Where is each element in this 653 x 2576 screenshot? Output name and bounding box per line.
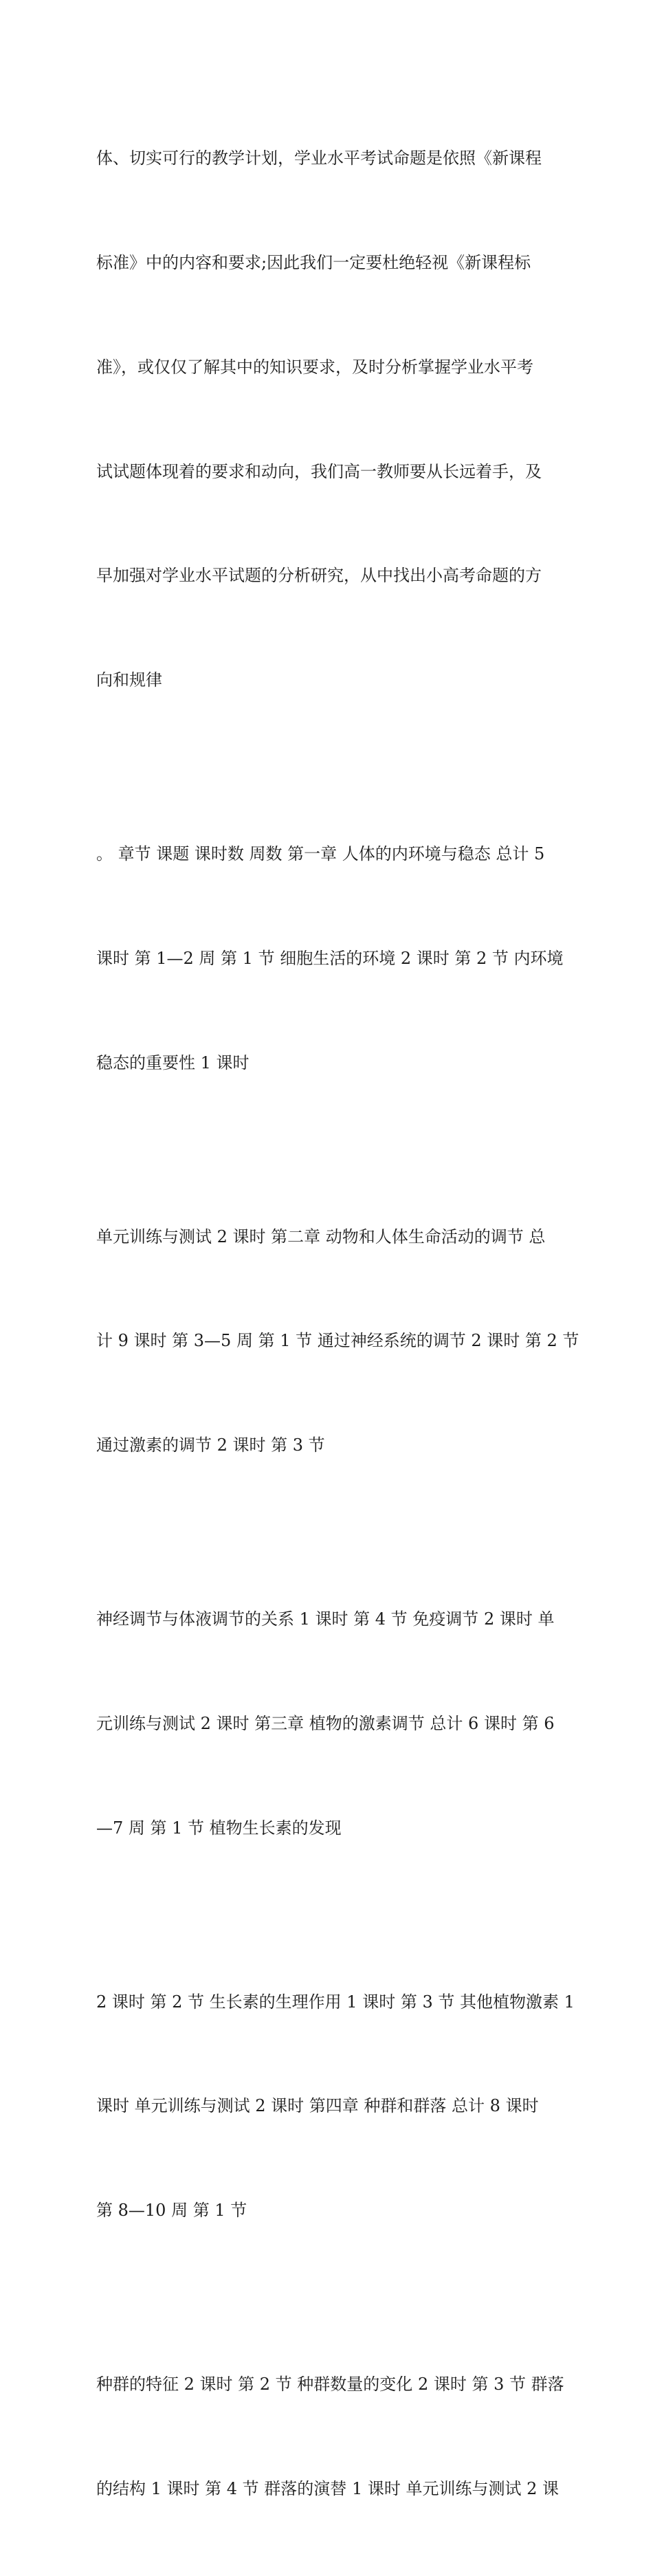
paragraph-teaching-plan xyxy=(96,71,564,767)
text-line: 课时 单元训练与测试 2 课时 第四章 种群和群落 总计 8 课时 xyxy=(96,2096,539,2116)
text-line: 种群的特征 2 课时 第 2 节 种群数量的变化 2 课时 第 3 节 群落 xyxy=(96,2375,564,2395)
text-line: 第 8—10 周 第 1 节 xyxy=(96,2201,247,2221)
paragraph-chapter-3 xyxy=(96,1915,575,2298)
text-line: 单元训练与测试 2 课时 第二章 动物和人体生命活动的调节 总 xyxy=(96,1226,546,1246)
text-line: 标准》中的内容和要求;因此我们一定要杜绝轻视《新课程标 xyxy=(96,252,531,272)
text-line: 稳态的重要性 1 课时 xyxy=(96,1053,250,1072)
paragraph-chapter-2 xyxy=(96,1149,579,1532)
document-body xyxy=(96,71,579,2576)
text-line: 准》，或仅仅了解其中的知识要求，及时分析掌握学业水平考 xyxy=(96,357,533,377)
text-line: 元训练与测试 2 课时 第三章 植物的激素调节 总计 6 课时 第 6 xyxy=(96,1713,555,1733)
text-line: 试试题体现着的要求和动向，我们高一教师要从长远着手，及 xyxy=(96,461,542,481)
text-line: 2 课时 第 2 节 生长素的生理作用 1 课时 第 3 节 其他植物激素 1 xyxy=(96,1992,575,2012)
text-line: 神经调节与体液调节的关系 1 课时 第 4 节 免疫调节 2 课时 单 xyxy=(96,1609,555,1629)
text-line: 体、切实可行的教学计划，学业水平考试命题是依照《新课程 xyxy=(96,148,542,168)
text-line: 计 9 课时 第 3—5 周 第 1 节 通过神经系统的调节 2 课时 第 2 节 xyxy=(96,1331,579,1351)
paragraph-chapter-2-continued xyxy=(96,1532,564,1915)
text-line: 向和规律 xyxy=(96,670,162,690)
text-line: 的结构 1 课时 第 4 节 群落的演替 1 课时 单元训练与测试 2 课 xyxy=(96,2478,559,2498)
paragraph-chapter-4 xyxy=(96,2298,564,2576)
text-line: 。 章节 课题 课时数 周数 第一章 人体的内环境与稳态 总计 5 xyxy=(96,844,545,864)
text-line: 课时 第 1—2 周 第 1 节 细胞生活的环境 2 课时 第 2 节 内环境 xyxy=(96,948,564,968)
text-line: 通过激素的调节 2 课时 第 3 节 xyxy=(96,1435,325,1455)
paragraph-chapter-1 xyxy=(96,767,564,1150)
text-line: 早加强对学业水平试题的分析研究，从中找出小高考命题的方 xyxy=(96,566,542,586)
text-line: —7 周 第 1 节 植物生长素的发现 xyxy=(96,1818,342,1838)
